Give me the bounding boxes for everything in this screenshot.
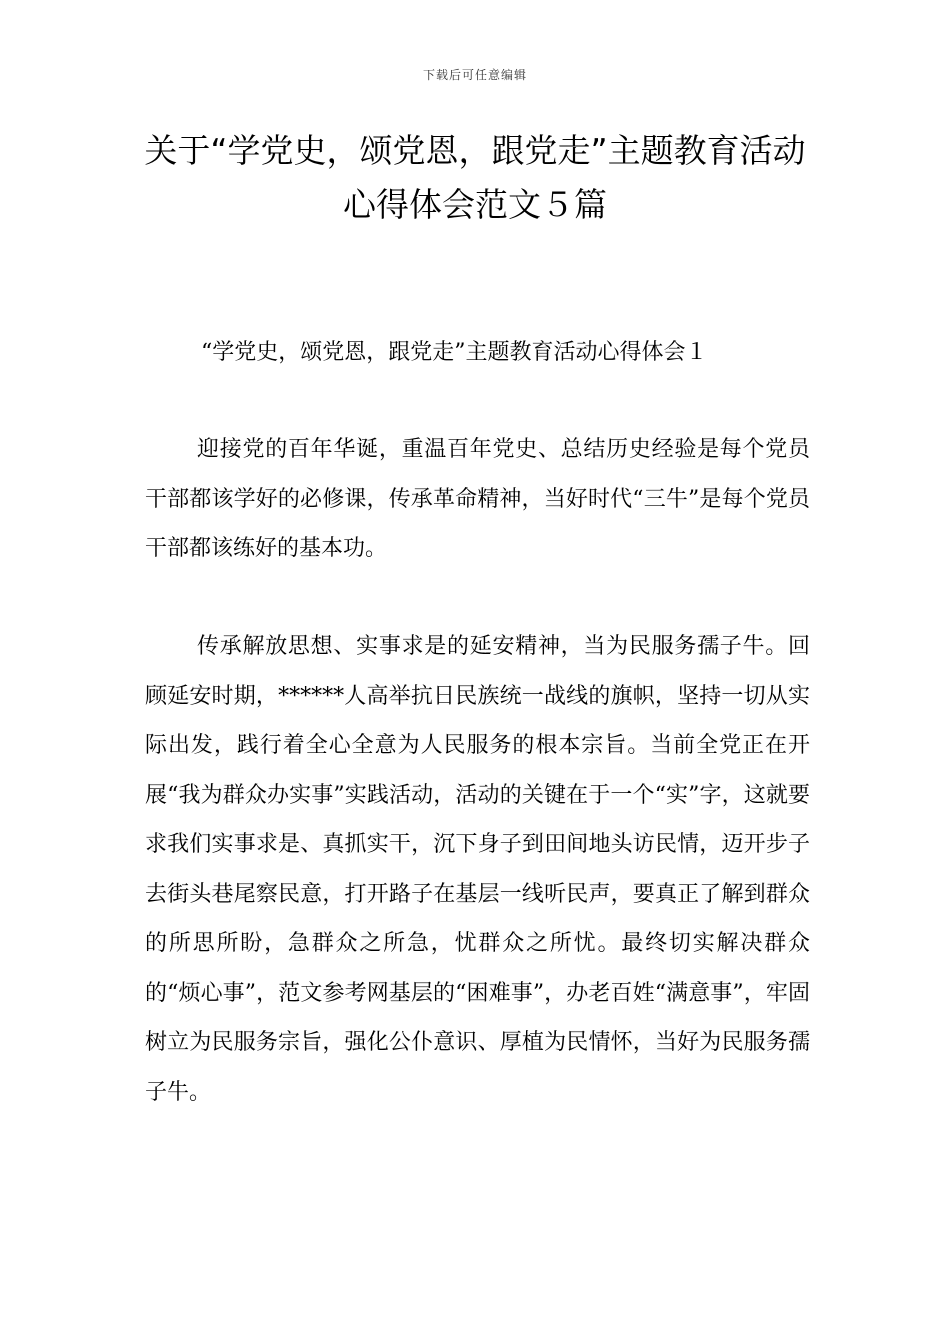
paragraph: 传承解放思想、实事求是的延安精神，当为民服务孺子牛。回顾延安时期，******人高举抗日民族统一战线的旗帜，坚持一切从实际出发，践行着全心全意为人民服务的根本宗旨。当前全党正在开展“我为群众办实事”实践活动，活动的关键在于一个“实”字，这就要求我们实事求是、真抓实干，沉下身子到田间地头访民情，迈开步子去街头巷尾察民意，打开路子在基层一线听民声，要真正了解到群众的所思所盼，急群众之所急，忧群众之所忧。最终切实解决群众的“烦心事”，范文参考网基层的“困难事”，办老百姓“满意事”，牢固树立为民服务宗旨，强化公仆意识、厚植为民情怀，当好为民服务孺子牛。 [145, 634, 810, 1105]
document-title: 关于“学党史，颂党恩，跟党走”主题教育活动心得体会范文５篇 [144, 131, 806, 224]
section-heading: “学党史，颂党恩，跟党走”主题教育活动心得体会１ [201, 340, 708, 365]
paragraph: 迎接党的百年华诞，重温百年党史、总结历史经验是每个党员干部都该学好的必修课，传承革命精神，当好时代“三牛”是每个党员干部都该练好的基本功。 [145, 437, 810, 561]
header-note: 下载后可任意编辑 [422, 68, 527, 82]
